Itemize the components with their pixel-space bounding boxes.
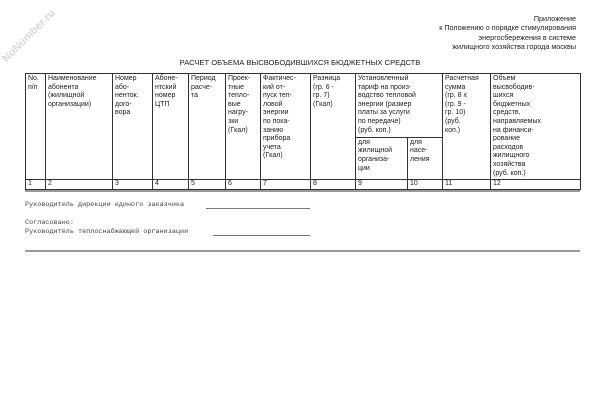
header-cell: Разница (гр. 6 - гр. 7) (Гкал): [311, 74, 356, 180]
header-cell: Абоне- нтский номер ЦТП: [153, 74, 189, 180]
column-number-row: [26, 180, 581, 190]
document-title: РАСЧЕТ ОБЪЕМА ВЫСВОБОДИВШИХСЯ БЮДЖЕТНЫХ СРЕДСТВ: [179, 58, 421, 67]
watermark: NoNumber.ru: [0, 7, 58, 65]
header-cell: No. п/п: [26, 74, 46, 180]
column-number: 6: [226, 180, 261, 190]
appendix-line: энергосбережения в системе: [478, 32, 576, 42]
header-cell: Установленный тариф на произ- водство тепловой энергии (размер платы за услуги по передаче) (руб. коп.): [356, 74, 443, 138]
heat-supplier-signature-line: [213, 235, 310, 236]
header-cell: Наименование абонента (жилищной организации): [46, 74, 113, 180]
column-number: 5: [189, 180, 226, 190]
subheader-cell: для насе- ления: [408, 137, 443, 179]
divider: [25, 190, 580, 192]
calculation-table: [25, 73, 581, 190]
column-number: 3: [113, 180, 153, 190]
column-number: 9: [356, 180, 408, 190]
column-number: 4: [153, 180, 189, 190]
appendix-note: [439, 14, 576, 51]
header-cell: Номер або- ненток. дого- вора: [113, 74, 153, 180]
column-number: 7: [261, 180, 311, 190]
header-cell: Объем высвободив- шихся бюджетных средств, направляемых на финанси- рование расходов жилищного хозяйства (руб. коп.): [491, 74, 581, 180]
appendix-line: к Положению о порядке стимулирования: [439, 23, 576, 33]
header-cell: Фактичес- кий от- пуск теп- ловой энергии по пока- занию прибора учета (Гкал): [261, 74, 311, 180]
header-cell: Период расче- та: [189, 74, 226, 180]
column-number: 12: [491, 180, 581, 190]
appendix-line: Приложение: [533, 14, 576, 23]
column-number: 2: [46, 180, 113, 190]
divider: [25, 250, 580, 252]
header-cell: Расчетная сумма (гр. 8 x (гр. 9 - гр. 10) (руб. коп.): [443, 74, 491, 180]
heat-supplier-signature-label: Руководитель теплоснабжающей организации: [25, 228, 189, 236]
appendix-line: жилищного хозяйства города москвы: [452, 41, 576, 51]
column-number: 1: [26, 180, 46, 190]
header-cell: Проек- тные тепло- вые нагру- зки (Гкал): [226, 74, 261, 180]
column-number: 8: [311, 180, 356, 190]
subheader-cell: для жилищной организа- ции: [356, 137, 408, 179]
column-number: 10: [408, 180, 443, 190]
director-signature-label: Руководитель дирекции единого заказчика: [25, 201, 185, 209]
agreed-label: Согласовано:: [25, 219, 74, 227]
column-number: 11: [443, 180, 491, 190]
director-signature-line: [206, 208, 310, 209]
